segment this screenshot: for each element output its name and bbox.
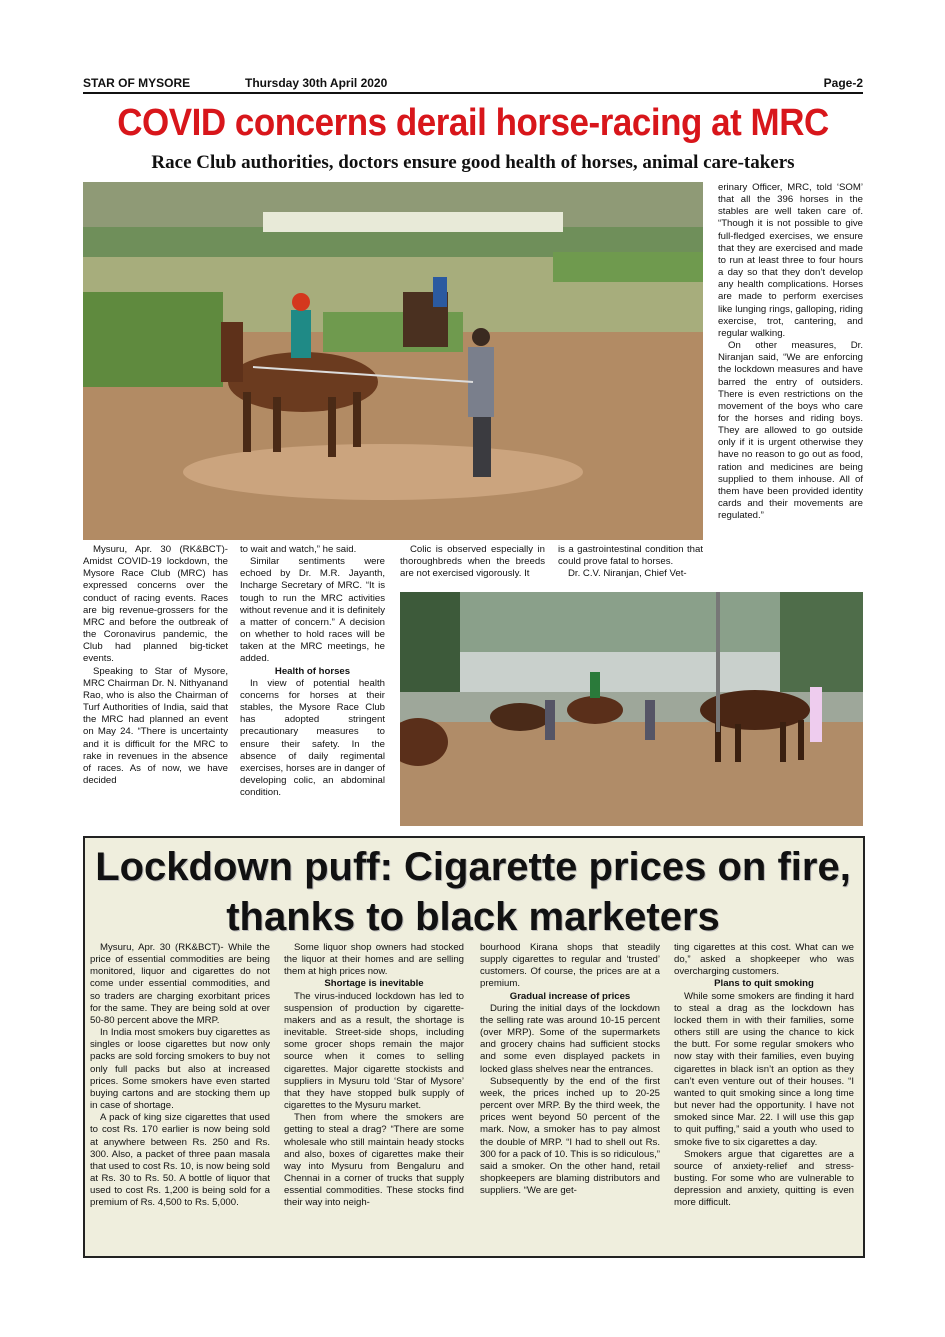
story2-subheading: Gradual increase of prices [509,990,631,1002]
paper-name: STAR OF MYSORE [83,76,191,90]
page-number: Page-2 [823,76,863,90]
horse-lunging-photo [83,182,703,540]
story1-para: Mysuru, Apr. 30 (RK&BCT)- Amidst COVID-19 lockdown, the Mysore Race Club (MRC) has expressed concerns over the conduct of racing events. Races are big revenue-grossers for the MRC and before the outbreak of the Coronavirus pandemic, the Club had planned big-ticket events. [83,544,228,665]
story2-para: A pack of king size cigarettes that used to cost Rs. 170 earlier is now being sold at anywhere between Rs. 250 and Rs. 300. Also, a packet of three paan masala that used to cost Rs. 10, is now being sold at Rs. 30 to Rs. 50. A bottle of liquor that used to cost Rs. 1,200 is being sold for a premium of Rs. 4,500 to Rs. 5,000. [90,1112,270,1209]
story2-headline-line2: thanks to black marketers [226,895,720,939]
story1-subhead: Race Club authorities, doctors ensure good health of horses, animal care-takers [151,152,795,173]
story2-column-4 [674,942,854,1209]
story2-column-1 [90,942,270,1209]
story1-column-4 [558,544,703,580]
story2-para: Mysuru, Apr. 30 (RK&BCT)- While the price of essential commodities are being monitored, liquor and cigarettes do not come under essential commodities, and so traders are charging exorbitant prices for the same. They are being sold at over 50-80 percent above the MRP. [90,942,270,1026]
issue-date: Thursday 30th April 2020 [245,76,388,90]
story2-column-2 [284,942,464,1209]
story1-right-para: On other measures, Dr. Niranjan said, “We are enforcing the lockdown measures and have barred the entry of outsiders. There is even restrictions on the movement of the boys who care for the horses and riding boys. They are allowed to go outside only if it is urgent otherwise they have no reason to go out as food, ration and medicines are being supplied to them inhouse. All of them have been provided identity cards and their movements are regulated.” [718,340,863,522]
story1-para: to wait and watch,” he said. [240,544,357,555]
story2-headline-line1: Lockdown puff: Cigarette prices on fire, [95,845,851,889]
story1-column-3 [400,544,545,580]
story1-para: Similar sentiments were echoed by Dr. M.R. Jayanth, Incharge Secretary of MRC. “It is tough to run the MRC activities without revenue and it is definitely a matter of concern.” A decision on whether to hold races will be taken at the MRC meetings, he added. [240,556,385,665]
story1-right-column [718,182,863,522]
horses-walking-photo [400,592,863,826]
story1-para: Colic is observed especially in thoroughbreds when the breeds are not exercised vigorously. It [400,544,545,580]
story2-para: While some smokers are finding it hard to steal a drag as the lockdown has locked them in with their families, some others still are using the chance to kick the butt. For some regular smokers who now stay with their families, even buying cigarettes in black isn’t an option as they can’t even venture out of their houses. “I wanted to quit smoking since a long time but never had the opportunity. I have not smoked since Mar. 22. I will use this gap to quit puffing,” said a youth who used to smoke five to six cigarettes a day. [674,990,854,1148]
story2-para: bourhood Kirana shops that steadily supply cigarettes to regular and ‘trusted’ customers. Of course, the prices are at a premium. [480,942,660,990]
story1-para: is a gastrointestinal condition that could prove fatal to horses. [558,544,703,568]
story2-subheading: Shortage is inevitable [324,978,424,990]
story2-para: Then from where the smokers are getting to steal a drag? “There are some wholesale who still maintain heady stocks and also, boxes of cigarettes make their way into Mysuru from Bengaluru and Chennai in a corner of trucks that supply essential commodities. These stocks find their way into neigh- [284,1112,464,1209]
story1-para: Speaking to Star of Mysore, MRC Chairman Dr. N. Nithyanand Rao, who is also the Chairman of Turf Authorities of India, said that the MRC had planned an event on May 24. “There is uncertainty and it is difficult for the MRC to rake in revenues in the absence of races. As of now, we have decided [83,665,228,786]
story1-subheading: Health of horses [274,665,351,677]
story2-column-3 [480,942,660,1197]
story2-para: Smokers argue that cigarettes are a source of anxiety-relief and stress-busting. For some who are vulnerable to depression and anxiety, quitting is even more difficult. [674,1148,854,1209]
story2-subheading: Plans to quit smoking [714,978,814,990]
story1-para: In view of potential health concerns for horses at their stables, the Mysore Race Club has adopted stringent precautionary measures to ensure their safety. In the absence of daily regimental exercises, horses are in danger of developing colic, an abdominal condition. [240,677,385,799]
story2-para: Some liquor shop owners had stocked the liquor at their homes and are selling them at high prices now. [284,942,464,978]
story2-headline [85,842,861,942]
story1-right-para: erinary Officer, MRC, told ‘SOM’ that all the 396 horses in the stables are well taken care of. “Though it is not possible to give full-fledged exercises, we ensure that they are exercised and made to run at least three to four hours a day so that they don’t develop any health complications. Horses are made to perform exercises like lunging rings, galloping, riding exercise, trot, cantering, and regular walking. [718,182,863,339]
story2-para: The virus-induced lockdown has led to suspension of production by cigarette-makers and as a result, the shortage is inevitable. Street-side shops, including some grocer shops remain the major source when it comes to selling cigarettes. Major cigarette stockists and suppliers in Mysuru told ‘Star of Mysore’ that they have stopped bulk supply of cigarettes to the Mysuru market. [284,990,464,1112]
story1-headline: COVID concerns derail horse-racing at MRC [117,102,829,144]
story1-column-2 [240,544,385,799]
story2-para: Subsequently by the end of the first week, the prices inched up to 20-25 percent over MRP. By the third week, the prices went beyond 50 percent of the mark. Now, a smoker has to pay almost the double of MRP. “I had to shell out Rs. 300 for a pack of 10. This is so ridiculous,” said a smoker. On the other hand, retail shopkeepers are blaming distributors and suppliers. “We are get- [480,1075,660,1197]
story1-column-1 [83,544,228,787]
story2-para: ting cigarettes at this cost. What can we do,” asked a shopkeeper who was overcharging customers. [674,942,854,978]
masthead [83,76,863,94]
story2-para: During the initial days of the lockdown the selling rate was around 10-15 percent (over MRP). Some of the supermarkets and grocery chains had sufficient stocks and some even displayed packets in locked glass shelves near the entrances. [480,1002,660,1075]
story2-para: In India most smokers buy cigarettes as singles or loose cigarettes but now only packs are sold forcing smokers to buy not only full packs but also at increased prices. Some smokers have even started buying cartons and are stocking them up in case of shortage. [90,1027,270,1112]
story1-para: Dr. C.V. Niranjan, Chief Vet- [568,568,687,580]
